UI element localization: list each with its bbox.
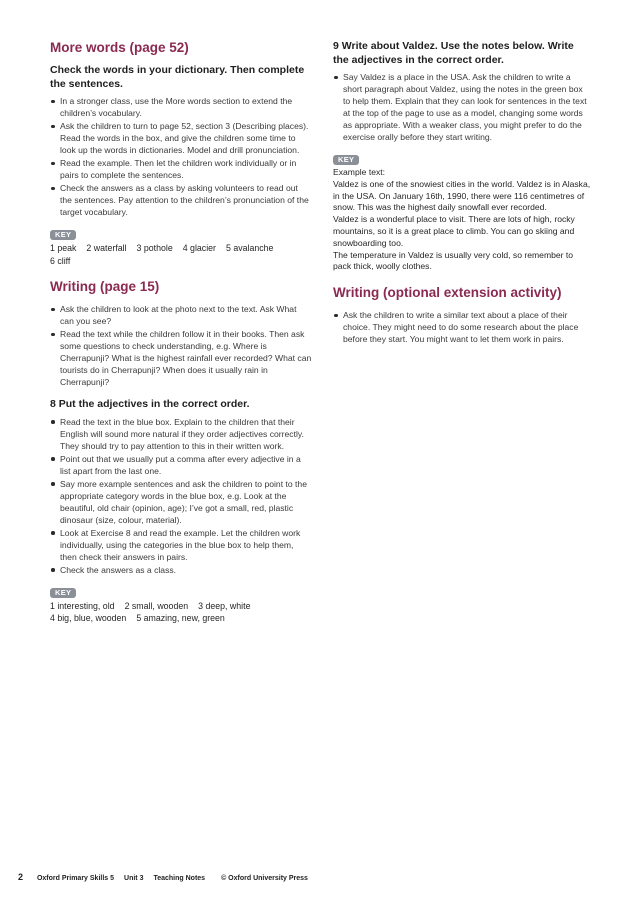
bullet-item: Read the example. Then let the children work individually or in pairs to complete the sentences. — [50, 157, 312, 181]
bullet-item: Look at Exercise 8 and read the example. Let the children work individually, using the categories in the blue box to help them, then check their answers in pairs. — [50, 527, 312, 563]
key-answer: 6 cliff — [50, 255, 71, 266]
bullet-item: In a stronger class, use the More words section to extend the children’s vocabulary. — [50, 95, 312, 119]
writing-bullets — [50, 303, 312, 388]
example-paragraph: Valdez is a wonderful place to visit. There are lots of high, rocky mountains, so it is a great place to climb. You can go skiing and snowboarding too. — [333, 214, 575, 248]
key-badge: KEY — [50, 588, 76, 598]
key-answers-line — [50, 255, 312, 268]
key-answer: 5 avalanche — [225, 243, 274, 253]
example-paragraph: The temperature in Valdez is usually very cold, so remember to pack thick, woolly clothes. — [333, 249, 574, 272]
key-answer: 2 small, wooden — [124, 600, 189, 611]
more-words-bullets — [50, 95, 312, 218]
extension-bullets — [333, 309, 591, 345]
footer-unit: Unit 3 — [124, 875, 144, 882]
bullet-item: Ask the children to write a similar text about a place of their choice. They might need to do some research about the place before they start. You might want to let them work in pairs. — [333, 309, 591, 345]
example-paragraph: Valdez is one of the snowiest cities in the world. Valdez is in Alaska, in the USA. On January 16th, 1990, there were 116 centimetres of snow. This was the highest daily snowfall ever recorded. — [333, 178, 591, 213]
footer-notes: Teaching Notes — [153, 875, 206, 882]
bullet-item: Say Valdez is a place in the USA. Ask the children to write a short paragraph about Valdez, using the notes in the green box to help them. Explain that they can look for sentences in the text at the top of the page to use as a model, changing some words as appropriate. With a weaker class, you might prefer to do the exercise orally before they start writing. — [333, 71, 591, 143]
bullet-item: Ask the children to look at the photo next to the text. Ask What can you see? — [50, 303, 312, 327]
key-answer: 1 peak — [50, 243, 77, 253]
bullet-item: Read the text while the children follow it in their books. Then ask some questions to check understanding, e.g. Where is Cherrapunji? What is the highest rainfall ever recorded? What can tourists do in Cherrapunji? When does it usually rain in Cherrapunji? — [50, 328, 312, 388]
bullet-item: Ask the children to turn to page 52, section 3 (Describing places). Read the words in the box, and give the children some time to look up the words in dictionaries. Model and drill pronunciation. — [50, 120, 312, 156]
key-answer: 1 interesting, old — [50, 600, 115, 611]
bullet-item: Check the answers as a class by asking volunteers to read out the sentences. Pay attention to the children’s pronunciation of the target vocabulary. — [50, 182, 312, 218]
bullet-item: Check the answers as a class. — [50, 564, 312, 576]
key-answers-line — [50, 600, 312, 613]
exercise-9-bullets — [333, 71, 591, 143]
footer-copyright: © Oxford University Press — [221, 875, 308, 882]
key-answers-line — [50, 242, 312, 255]
example-heading: Example text: — [333, 167, 386, 177]
key-answer: 4 big, blue, wooden — [50, 613, 127, 623]
extension-heading: Writing (optional extension activity) — [333, 285, 562, 301]
key-answer: 3 pothole — [136, 243, 173, 253]
exercise-8-bullets — [50, 416, 312, 576]
page-footer — [18, 872, 308, 882]
left-column — [50, 40, 312, 625]
key-answer: 5 amazing, new, green — [136, 613, 225, 623]
exercise-8-heading: 8 Put the adjectives in the correct order. — [50, 398, 250, 410]
more-words-heading: More words (page 52) — [50, 40, 189, 55]
key-answer: 2 waterfall — [86, 243, 127, 253]
bullet-item: Read the text in the blue box. Explain to the children that their English will sound more natural if they order adjectives correctly. They should try to pay attention to this in their written work. — [50, 416, 312, 452]
key-badge: KEY — [50, 230, 76, 240]
key-answers-line — [50, 612, 312, 625]
more-words-instruction: Check the words in your dictionary. Then complete the sentences. — [50, 64, 305, 90]
key-answer: 3 deep, white — [198, 600, 251, 611]
right-column — [333, 40, 591, 351]
bullet-item: Point out that we usually put a comma after every adjective in a list apart from the last one. — [50, 453, 312, 477]
exercise-9-heading: 9 Write about Valdez. Use the notes below. Write the adjectives in the correct order. — [333, 40, 574, 66]
page-number: 2 — [18, 872, 24, 882]
writing-heading: Writing (page 15) — [50, 279, 160, 294]
footer-book-title: Oxford Primary Skills 5 — [36, 875, 115, 882]
bullet-item: Say more example sentences and ask the children to point to the appropriate category words in the blue box, e.g. Look at the beautiful, old chair (opinion, age); I’ve got a small, red, plastic dinosaur (size, colour, material). — [50, 478, 312, 526]
key-badge: KEY — [333, 155, 359, 165]
key-answer: 4 glacier — [182, 243, 216, 253]
